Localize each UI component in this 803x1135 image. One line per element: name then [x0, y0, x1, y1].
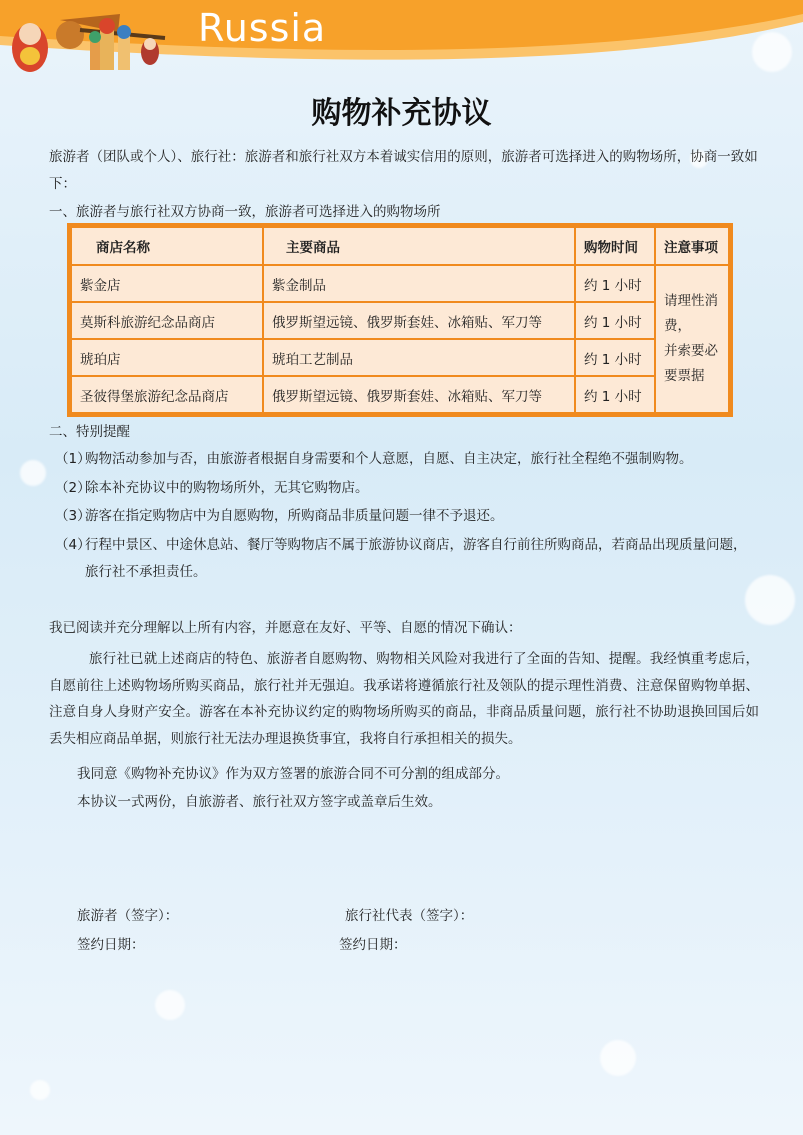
shop-time: 约 1 小时: [575, 339, 655, 376]
column-header-notes: 注意事项: [655, 227, 729, 265]
table-row: [71, 376, 729, 413]
tourist-signature-label: 旅游者（签字）：: [77, 908, 179, 924]
list-text: 行程中景区、中途休息站、餐厅等购物店不属于旅游协议商店，游客自行前往所购商品，若商品出现质量问题，旅行社不承担责任。: [85, 537, 747, 580]
snow-decoration: [20, 460, 46, 486]
page-title: 购物补充协议: [311, 96, 492, 131]
shop-name: 莫斯科旅游纪念品商店: [71, 302, 263, 339]
body-paragraph: 旅行社已就上述商店的特色、旅游者自愿购物、购物相关风险对我进行了全面的告知、提醒。我经慎重考虑后，自愿前往上述购物场所购买商品，旅行社并无强迫。我承诺将遵循旅行社及领队的提示理性消费、注意保留购物单据、注意自身人身财产安全。游客在本补充协议约定的购物场所购买的商品，非商品质量问题，旅行社不协助退换回国后如丢失相应商品单据，则旅行社无法办理退换货事宜，我将自行承担相关的损失。: [49, 651, 759, 747]
date-label-left: 签约日期：: [77, 937, 145, 953]
shop-table: [70, 226, 730, 414]
note-line: 并索要必要票据: [664, 343, 718, 384]
shop-name: 琥珀店: [71, 339, 263, 376]
section1-heading: 一、旅游者与旅行社双方协商一致，旅游者可选择进入的购物场所: [49, 204, 441, 220]
shop-goods: 俄罗斯望远镜、俄罗斯套娃、冰箱贴、军刀等: [263, 376, 575, 413]
list-number: （3）: [55, 508, 91, 524]
table-row: [71, 265, 729, 302]
brand-title: Russia: [198, 6, 327, 50]
shop-name: 圣彼得堡旅游纪念品商店: [71, 376, 263, 413]
agree-line: 我同意《购物补充协议》作为双方签署的旅游合同不可分割的组成部分。: [77, 766, 509, 782]
notes-cell: [655, 265, 729, 413]
list-text: 购物活动参加与否，由旅游者根据自身需要和个人意愿，自愿、自主决定，旅行社全程绝不强制购物。: [85, 451, 693, 467]
shop-name: 紫金店: [71, 265, 263, 302]
table-row: [71, 339, 729, 376]
shop-time: 约 1 小时: [575, 302, 655, 339]
shop-time: 约 1 小时: [575, 376, 655, 413]
shop-goods: 俄罗斯望远镜、俄罗斯套娃、冰箱贴、军刀等: [263, 302, 575, 339]
agency-signature-label: 旅行社代表（签字）：: [345, 908, 474, 924]
list-text: 游客在指定购物店中为自愿购物，所购商品非质量问题一律不予退还。: [85, 508, 504, 524]
table-row: [71, 302, 729, 339]
snow-decoration: [600, 1040, 636, 1076]
column-header-goods: 主要商品: [263, 227, 575, 265]
shop-goods: 紫金制品: [263, 265, 575, 302]
list-number: （2）: [55, 480, 91, 496]
list-number: （1）: [55, 451, 91, 467]
column-header-time: 购物时间: [575, 227, 655, 265]
russia-landmark-icon: [0, 0, 170, 74]
shop-goods: 琥珀工艺制品: [263, 339, 575, 376]
shop-time: 约 1 小时: [575, 265, 655, 302]
section2-heading: 二、特别提醒: [49, 424, 130, 440]
note-line: 请理性消费，: [664, 293, 718, 334]
snow-decoration: [155, 990, 185, 1020]
snow-decoration: [30, 1080, 50, 1100]
list-text: 除本补充协议中的购物场所外，无其它购物店。: [85, 480, 369, 496]
column-header-shop: 商店名称: [71, 227, 263, 265]
date-label-right: 签约日期：: [339, 937, 407, 953]
intro-paragraph: 旅游者（团队或个人）、旅行社：旅游者和旅行社双方本着诚实信用的原则，旅游者可选择进入的购物场所，协商一致如下：: [49, 149, 758, 192]
table-header-row: [71, 227, 729, 265]
copies-line: 本协议一式两份，自旅游者、旅行社双方签字或盖章后生效。: [77, 794, 442, 810]
confirm-line: 我已阅读并充分理解以上所有内容，并愿意在友好、平等、自愿的情况下确认：: [49, 620, 522, 636]
list-number: （4）: [55, 537, 91, 553]
header-banner: [0, 0, 803, 78]
